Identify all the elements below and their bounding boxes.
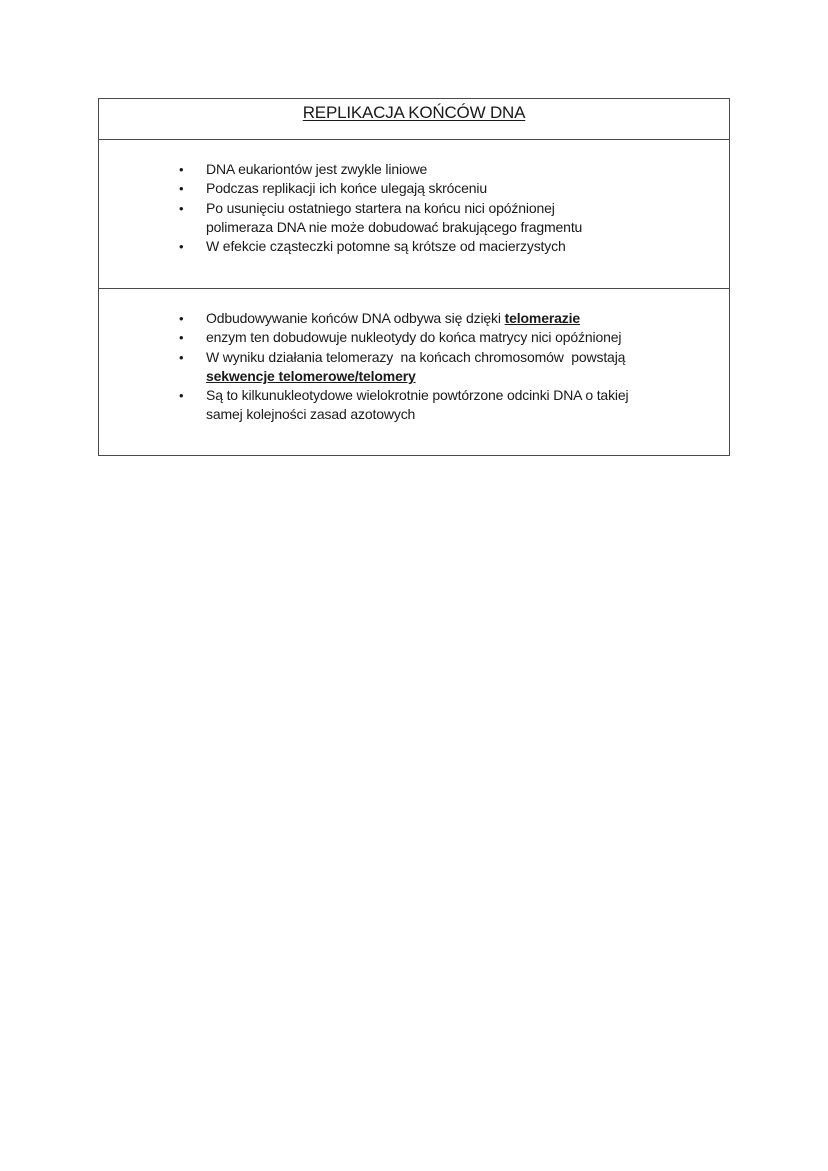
list-item: • Podczas replikacji ich końce ulegają skróceniu — [175, 179, 582, 198]
bullet-icon: • — [179, 181, 184, 197]
section-telomerase — [99, 289, 729, 455]
bullet-icon: • — [179, 349, 184, 365]
list-item: • Odbudowywanie końców DNA odbywa się dzięki telomerazie — [175, 309, 628, 328]
bullet-icon: • — [179, 330, 184, 346]
content-table — [98, 98, 730, 456]
list-item: • Są to kilkunukleotydowe wielokrotnie powtórzone odcinki DNA o takiej samej kolejności zasad azotowych — [179, 387, 629, 423]
bullet-icon: • — [179, 200, 184, 216]
section-shortening — [99, 140, 729, 289]
bullet-list — [175, 160, 582, 256]
list-item: • W wyniku działania telomerazy na końcach chromosomów powstają sekwencje telomerowe/telomery — [179, 348, 626, 384]
keyword-telomeres: sekwencje telomerowe/telomery — [206, 367, 416, 384]
title-row — [99, 99, 729, 140]
list-item: • DNA eukariontów jest zwykle liniowe — [175, 160, 582, 179]
bullet-icon: • — [179, 239, 184, 255]
document-title: REPLIKACJA KOŃCÓW DNA — [302, 103, 526, 122]
keyword-telomerase: telomerazie — [504, 310, 580, 326]
bullet-icon: • — [179, 388, 184, 404]
list-item: • enzym ten dobudowuje nukleotydy do końca matrycy nici opóźnionej — [175, 328, 628, 347]
bullet-icon: • — [179, 162, 184, 177]
bullet-icon: • — [179, 311, 184, 326]
bullet-list — [175, 309, 628, 425]
list-item: • W efekcie cząsteczki potomne są krótsze od macierzystych — [175, 237, 582, 256]
list-item: • Po usunięciu ostatniego startera na końcu nici opóźnionej polimeraza DNA nie może dobudować brakującego fragmentu — [179, 199, 583, 235]
